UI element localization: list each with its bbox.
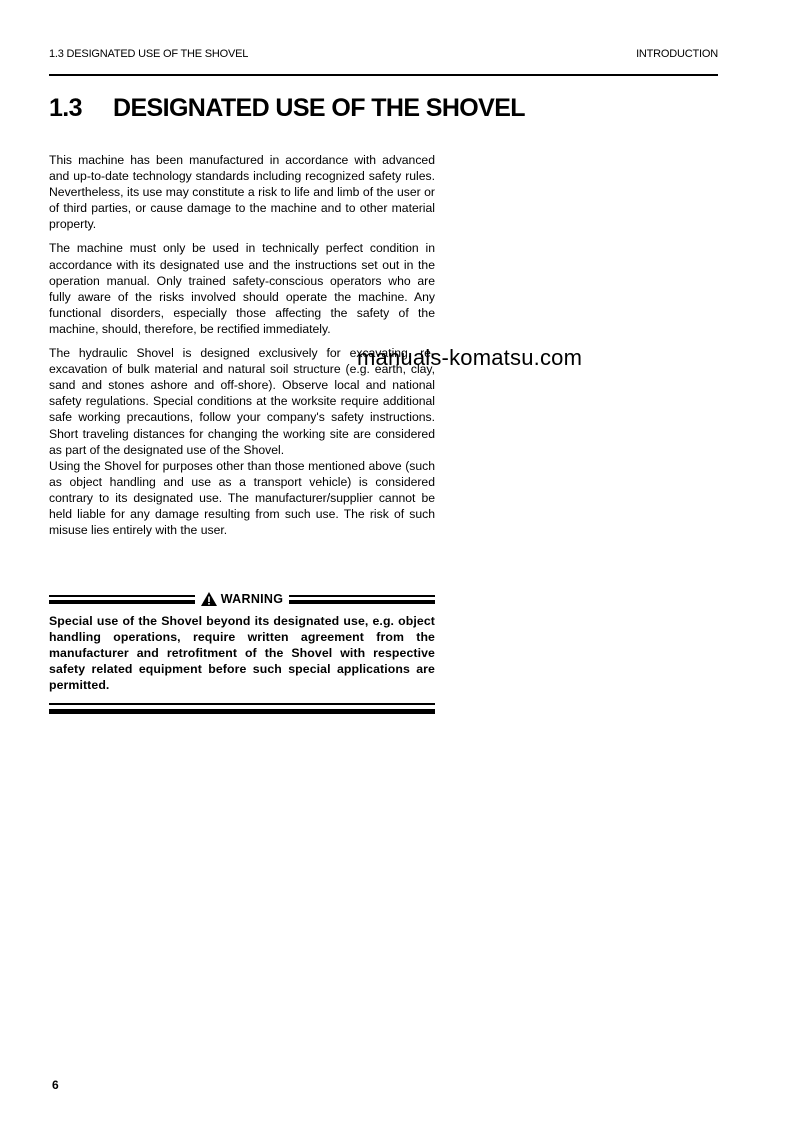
paragraph: Using the Shovel for purposes other than those mentioned above (such as object handling and use as a transport vehicle) is considered contrary to its designated use. The manufacturer/supplier cannot be held liable for any damage resulting from such use. The risk of such misuse lies entirely with the user. xyxy=(49,458,435,538)
paragraph: The machine must only be used in technically perfect condition in accordance with its designated use and the instructions set out in the operation manual. Only trained safety-conscious operators who are fully aware of the risks involved should operate the machine. Any functional disorders, especially those affecting the safety of the machine, should, therefore, be rectified immediately. xyxy=(49,241,435,336)
running-header-section: 1.3 DESIGNATED USE OF THE SHOVEL xyxy=(49,48,249,60)
warning-rule-bottom xyxy=(49,703,435,714)
warning-label: WARNING xyxy=(220,592,284,606)
running-header-chapter: INTRODUCTION xyxy=(636,48,718,60)
section-title: DESIGNATED USE OF THE SHOVEL xyxy=(113,94,525,122)
warning-rule-right xyxy=(289,595,435,604)
warning-text: Special use of the Shovel beyond its designated use, e.g. object handling operations, require written agreement from the manufacturer and retrofitment of the Shovel with respective safety related equipment before such special applications are permitted. xyxy=(49,614,435,693)
warning-box xyxy=(49,592,435,714)
section-number: 1.3 xyxy=(49,94,82,122)
warning-triangle-icon xyxy=(201,592,217,606)
page-number: 6 xyxy=(52,1078,59,1092)
warning-header xyxy=(49,592,435,606)
paragraph: The hydraulic Shovel is designed exclusively for excavating, re-excavation of bulk material and natural soil structure (e.g. earth, clay, sand and stones ashore and off-shore). Observe local and national safety regulations. Special conditions at the worksite require additional safe working precautions, follow your company's safety instructions. Short traveling distances for changing the working site are considered as part of the designated use of the Shovel. xyxy=(49,346,435,457)
header-divider xyxy=(49,74,718,76)
warning-rule-left xyxy=(49,595,195,604)
paragraph: This machine has been manufactured in accordance with advanced and up-to-date technology standards including recognized safety rules. Nevertheless, its use may constitute a risk to life and limb of the user or of third parties, or cause damage to the machine and to other material property. xyxy=(49,153,435,232)
watermark: manuals-komatsu.com xyxy=(357,345,583,370)
page-title xyxy=(49,94,525,123)
